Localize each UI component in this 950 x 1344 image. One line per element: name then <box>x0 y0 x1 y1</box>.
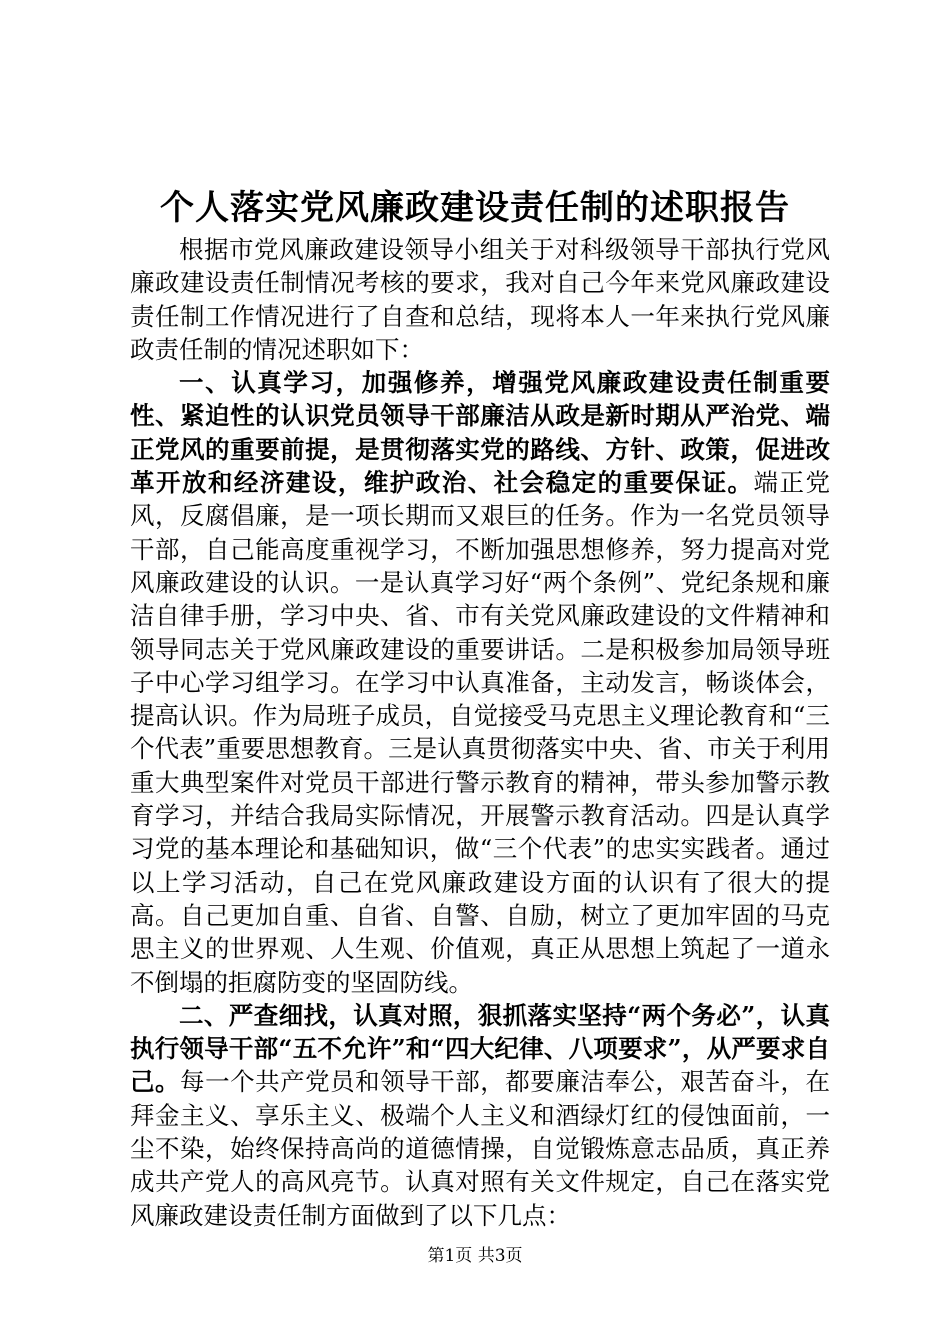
intro-paragraph: 根据市党风廉政建设领导小组关于对科级领导干部执行党风廉政建设责任制情况考核的要求，我对自己今年来党风廉政建设责任制工作情况进行了自查和总结，现将本人一年来执行党风廉政责任制的情况述职如下： <box>130 235 830 364</box>
section-2-heading: 二、严查细找，认真对照，狠抓落实坚持“两个务必”，认真执行领导干部“五不允许”和“四大纪律、八项要求”，从严要求自己。 <box>130 1000 830 1097</box>
document-title: 个人落实党风廉政建设责任制的述职报告 <box>160 188 790 228</box>
page-number-footer: 第1页 共3页 <box>427 1246 523 1266</box>
section-2-body: 每一个共产党员和领导干部，都要廉洁奉公，艰苦奋斗，在拜金主义、享乐主义、极端个人主义和酒绿灯红的侵蚀面前，一尘不染，始终保持高尚的道德情操，自觉锻炼意志品质，真正养成共产党人的高风亮节。认真对照有关文件规定，自己在落实党风廉政建设责任制方面做到了以下几点： <box>130 1067 831 1230</box>
section-1-paragraph <box>130 366 830 999</box>
section-2-paragraph <box>130 999 830 1232</box>
section-1-heading: 一、认真学习，加强修养，增强党风廉政建设责任制重要性、紧迫性的认识党员领导干部廉洁从政是新时期从严治党、端正党风的重要前提，是贯彻落实党的路线、方针、政策，促进改革开放和经济建设，维护政治、社会稳定的重要保证。 <box>130 368 830 498</box>
section-1-body: 端正党风，反腐倡廉，是一项长期而又艰巨的任务。作为一名党员领导干部，自己能高度重视学习，不断加强思想修养，努力提高对党风廉政建设的认识。一是认真学习好“两个条例”、党纪条规和廉洁自律手册，学习中央、省、市有关党风廉政建设的文件精神和领导同志关于党风廉政建设的重要讲话。二是积极参加局领导班子中心学习组学习。在学习中认真准备，主动发言，畅谈体会，提高认识。作为局班子成员，自觉接受马克思主义理论教育和“三个代表”重要思想教育。三是认真贯彻落实中央、省、市关于利用重大典型案件对党员干部进行警示教育的精神，带头参加警示教育学习，并结合我局实际情况，开展警示教育活动。四是认真学习党的基本理论和基础知识，做“三个代表”的忠实实践者。通过以上学习活动，自己在党风廉政建设方面的认识有了很大的提高。自己更加自重、自省、自警、自励，树立了更加牢固的马克思主义的世界观、人生观、价值观，真正从思想上筑起了一道永不倒塌的拒腐防变的坚固防线。 <box>130 468 831 997</box>
document-body <box>130 233 830 1232</box>
